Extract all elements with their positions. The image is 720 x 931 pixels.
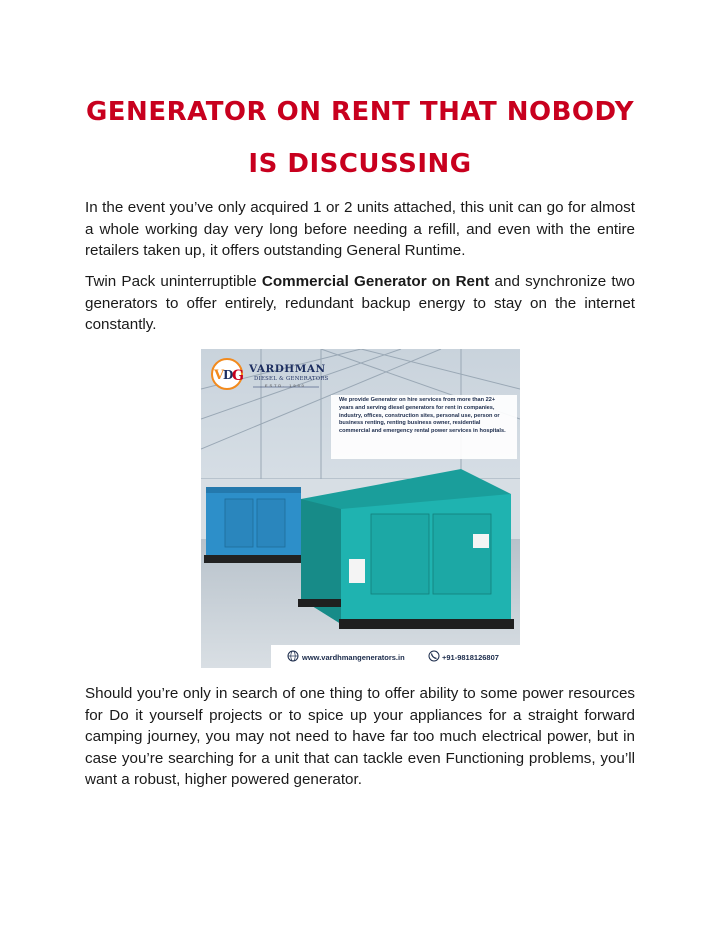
- logo-name: VARDHMAN: [249, 363, 326, 375]
- bold-keyword: Commercial Generator on Rent: [261, 273, 490, 290]
- generator-advert-image: [201, 349, 520, 668]
- paragraph-1: In the event you’ve only acquired 1 or 2 units attached, this unit can go for almost a whole working day very long before needing a refill, and even with the entire retailers taken up, it offers outstanding General Runtime.: [85, 199, 635, 259]
- paragraph-3: Should you’re only in search of one thing to offer ability to some power resources for Do it yourself projects or to spice up your appliances for a straight forward camping journey, you may not need to have far too much electrical power, but in case you’re searching for a unit that can tackle even Functioning problems, you’ll want a robust, higher powered generator.: [85, 685, 635, 788]
- phone-number: +91-9818126807: [442, 653, 499, 662]
- blue-generator: [204, 487, 303, 563]
- svg-text:D: D: [223, 368, 234, 382]
- logo-subtitle: DIESEL & GENERATORS: [254, 376, 329, 382]
- logo-established: ESTD. 1990: [265, 384, 306, 388]
- website-text: www.vardhmangenerators.in: [302, 653, 405, 662]
- svg-text:V: V: [214, 368, 225, 383]
- title-line-2: IS DISCUSSING: [248, 149, 472, 179]
- paragraph-2-rest: and synchronize two generators to offer entirely, redundant backup energy to stay on the internet constantly.: [85, 273, 635, 333]
- title-line-1: GENERATOR ON RENT THAT NOBODY: [85, 97, 635, 127]
- paragraph-2: [85, 271, 635, 336]
- advert-blurb: We provide Generator on hire services from more than 22+ years and serving diesel generators for rent in companies, industry, offices, construction sites, personal use, person or business renting, renting business owner, residential commercial and emergency rental power services in hospitals.: [339, 397, 506, 435]
- page-title: [80, 86, 640, 190]
- paragraph-2-lead: Twin Pack uninterruptible: [85, 273, 262, 290]
- svg-text:G: G: [232, 368, 244, 384]
